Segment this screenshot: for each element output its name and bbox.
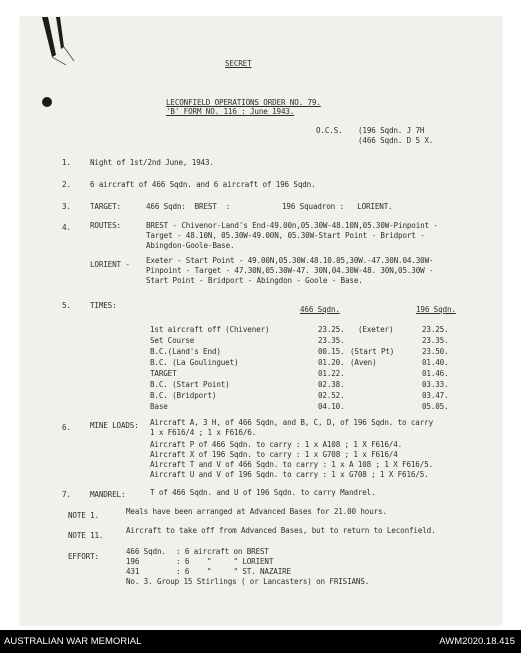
times-col-466: 466 Sqdn. (300, 305, 340, 314)
punch-hole (42, 97, 52, 107)
time-196: 23.25. (422, 325, 449, 334)
time-466: 02.38. (318, 380, 345, 389)
time-label: 1st aircraft off (Chivener) (150, 325, 270, 334)
order-title: LECONFIELD OPERATIONS ORDER NO. 79. (166, 98, 321, 107)
note-2-label: NOTE 11. (68, 531, 104, 540)
item-number: 5. (62, 301, 71, 310)
time-196: 23.50. (422, 347, 449, 356)
ocs-line-2: (466 Sqdn. D 5 X. (358, 136, 434, 145)
time-196: 23.35. (422, 336, 449, 345)
binder-clip-mark (34, 17, 94, 77)
effort-count: : 6 " " LORIENT (176, 557, 274, 566)
time-note: (Aven) (350, 358, 377, 367)
times-col-196: 196 Sqdn. (416, 305, 456, 314)
time-label: Set Course (150, 336, 195, 345)
time-466: 01.22. (318, 369, 345, 378)
night-text: Night of 1st/2nd June, 1943. (90, 158, 214, 167)
mine-loads-line: Aircraft P of 466 Sqdn. to carry : 1 x A108 ; 1 X F616/4. (150, 440, 403, 449)
time-466: 23.35. (318, 336, 345, 345)
effort-count: : 6 aircraft on BREST (176, 547, 269, 556)
brest-route-line: BREST - Chivenor-Land's End-49.00n,05.30W-48.10N,05.30W-Pinpoint - (146, 221, 438, 230)
lorient-route-line: Exeter - Start Point - 49.00N,05.30W.48.10.05,30W.-47.30N.04.30W- (146, 256, 434, 265)
note-1-text: Meals have been arranged at Advanced Bases for 21.00 hours. (126, 507, 387, 516)
footer-id: AWM2020.18.415 (439, 636, 515, 647)
time-196: 01.40. (422, 358, 449, 367)
form-line: 'B' FORM NO. 116 : June 1943. (166, 107, 295, 116)
mine-loads-line: Aircraft X of 196 Sqdn. to carry : 1 x G708 ; 1 x F616/4 (150, 450, 398, 459)
brest-route-line: Target - 48.10N, 05.30W-49.00N, 05.30W-Start Point - Bridport - (146, 231, 425, 240)
time-466: 23.25. (318, 325, 345, 334)
note-1-label: NOTE 1. (68, 511, 99, 520)
lorient-route-line: Pinpoint - Target - 47.30N,05.30W-47. 30N,04.30W-48. 30N,05.30W - (146, 266, 434, 275)
mine-loads-line: Aircraft U and V of 196 Sqdn. to carry : 1 x G708 ; 1 X F616/5. (150, 470, 429, 479)
time-466: 02.52. (318, 391, 345, 400)
time-note: (Start Pt) (350, 347, 395, 356)
brest-route-line: Abingdon-Goole-Base. (146, 241, 235, 250)
mine-loads-label: MINE LOADS: (90, 421, 139, 430)
time-466: 00.15. (318, 347, 345, 356)
mandrel-text: T of 466 Sqdn. and U of 196 Sqdn. to carry Mandrel. (150, 488, 376, 497)
time-label: B.C.(Land's End) (150, 347, 221, 356)
time-196: 03.47. (422, 391, 449, 400)
times-label: TIMES: (90, 301, 117, 310)
time-label: B.C. (Bridport) (150, 391, 217, 400)
target-466: 466 Sqdn: BREST : (146, 202, 231, 211)
lorient-route-line: Start Point - Bridport - Abingdon - Goole - Base. (146, 276, 363, 285)
item-number: 1. (62, 158, 71, 167)
ocs-label: O.C.S. (316, 126, 343, 135)
effort-group: No. 3. Group 15 Stirlings ( or Lancasters) on FRISIANS. (126, 577, 370, 586)
ocs-line-1: (196 Sqdn. J 7H (358, 126, 425, 135)
item-number: 2. (62, 180, 71, 189)
time-label: B.C. (La Goulinguet) (150, 358, 239, 367)
effort-sqdn: 466 Sqdn. (126, 547, 166, 556)
note-2-text: Aircraft to take off from Advanced Bases, but to return to Leconfield. (126, 526, 436, 535)
item-number: 4. (62, 223, 71, 232)
effort-sqdn: 196 (126, 557, 140, 566)
time-label: Base (150, 402, 168, 411)
time-196: 01.46. (422, 369, 449, 378)
routes-label: ROUTES: (90, 221, 121, 230)
time-note: (Exeter) (358, 325, 394, 334)
footer-bar (0, 630, 521, 653)
item-number: 3. (62, 202, 71, 211)
time-label: B.C. (Start Point) (150, 380, 230, 389)
time-196: 03.33. (422, 380, 449, 389)
effort-sqdn: 431 (126, 567, 140, 576)
time-196: 05.05. (422, 402, 449, 411)
mandrel-label: MANDREL: (90, 490, 126, 499)
mine-loads-line: Aircraft T and V of 466 Sqdn. to carry : 1 x A 108 ; 1 X F616/5. (150, 460, 433, 469)
effort-label: EFFORT: (68, 552, 99, 561)
item-number: 6. (62, 423, 71, 432)
mine-loads-line: 1 x F616/4 ; 1 x F616/6. (150, 428, 257, 437)
footer-source: AUSTRALIAN WAR MEMORIAL (4, 636, 142, 647)
classification-heading: SECRET (225, 59, 252, 68)
target-196: 196 Squadron : LORIENT. (282, 202, 393, 211)
time-label: TARGET (150, 369, 177, 378)
time-466: 04.10. (318, 402, 345, 411)
item-number: 7. (62, 490, 71, 499)
target-label: TARGET: (90, 202, 121, 211)
aircraft-text: 6 aircraft of 466 Sqdn. and 6 aircraft of 196 Sqdn. (90, 180, 316, 189)
time-466: 01.20. (318, 358, 345, 367)
lorient-label: LORIENT - (90, 260, 130, 269)
effort-count: : 6 " " ST. NAZAIRE (176, 567, 291, 576)
mine-loads-line: Aircraft A, 3 H, of 466 Sqdn, and B, C, D, of 196 Sqdn. to carry (150, 418, 433, 427)
